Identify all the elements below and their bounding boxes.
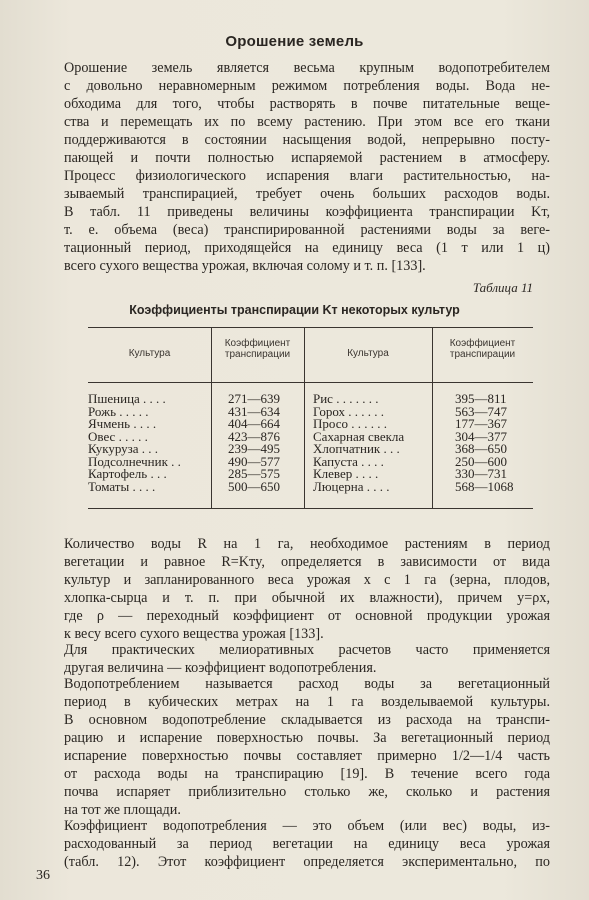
table-header-rule — [88, 382, 533, 383]
text-line: зываемый транспирацией, требует очень больших расходов воды. — [64, 186, 550, 202]
text-line: почва испаряет приблизительно столько же, сколько и растения — [64, 784, 550, 800]
table-cell-crop: Пшеница . . . . — [88, 391, 166, 406]
text-line: расходованный за период вегетации на единицу веса урожая — [64, 836, 550, 852]
text-line: (табл. 12). Этот коэффициент определяется экспериментально, по — [64, 854, 550, 870]
text-line: к весу всего сухого вещества урожая [133]. — [64, 626, 324, 642]
text-line: ства и перемещать их по всему растению. При этом все его ткани — [64, 114, 550, 130]
table-cell-crop: Горох . . . . . . — [313, 403, 385, 419]
text-line: хлопка-сырца и т. п. при обычной их влажности), причем y=ρx, — [64, 590, 550, 606]
table-cell-value: 423—876 — [228, 428, 280, 444]
table-cell-crop: Хлопчатник . . . — [313, 441, 400, 456]
text-line: Количество воды R на 1 га, необходимое растениям в период — [64, 536, 550, 552]
table-cell-value: 239—495 — [228, 441, 280, 456]
table-cell-value: 404—664 — [228, 416, 280, 431]
text-line: Для практических мелиоративных расчетов часто применяется — [64, 642, 550, 658]
table-cell-value: 500—650 — [228, 478, 280, 494]
text-line: всего сухого вещества урожая, включая солому и т. п. [133]. — [64, 258, 426, 274]
header-coef-line: Коэффициент — [449, 338, 516, 349]
table-cell-crop: Подсолнечник . . — [88, 453, 181, 469]
table-cell-value: 285—575 — [228, 466, 280, 481]
text-line: вегетации и равное R=Kтy, определяется в зависимости от вида — [64, 554, 550, 570]
text-line: на тот же площади. — [64, 802, 181, 818]
header-coef — [432, 338, 533, 360]
text-line: другая величина — коэффициент водопотребления. — [64, 660, 377, 676]
header-coef-line: транспирации — [449, 349, 516, 360]
header-culture: Культура — [347, 348, 389, 359]
text-line: испарение поверхностью почвы составляет примерно 1/2—1/4 часть — [64, 748, 550, 764]
table-cell-crop: Капуста . . . . — [313, 453, 384, 469]
page-number: 36 — [36, 868, 50, 883]
text-line: Коэффициент водопотребления — это объем (или вес) воды, из- — [64, 818, 550, 834]
table-cell-crop: Рис . . . . . . . — [313, 391, 379, 406]
text-line: обходима для того, чтобы растворять в почве питательные веще- — [64, 96, 550, 112]
table-caption: Таблица 11 — [472, 280, 533, 295]
table-cell-value: 563—747 — [455, 403, 507, 419]
table-cell-crop: Кукуруза . . . — [88, 441, 159, 456]
table-cell-value: 250—600 — [455, 453, 507, 469]
text-line: тационный период, приходящейся на единицу веса (1 т или 1 ц) — [64, 240, 550, 256]
text-line: Процесс физиологического испарения влаги растительностью, на- — [64, 168, 550, 184]
table-cell-crop: Рожь . . . . . — [88, 403, 149, 419]
text-line: Водопотреблением называется расход воды за вегетационный — [64, 676, 550, 692]
table-cell-value: 368—650 — [455, 441, 507, 456]
text-line: В табл. 11 приведены величины коэффициента транспирации Kт, — [64, 204, 550, 220]
table-cell-crop: Овес . . . . . — [88, 428, 148, 444]
table-cell-value: 271—639 — [228, 391, 280, 406]
text-line: пающей и почти полностью испаряемой растением в атмосферу. — [64, 150, 550, 166]
table-cell-crop: Томаты . . . . — [88, 478, 156, 494]
text-line: от расхода воды на транспирацию [19]. В течение всего года — [64, 766, 550, 782]
table-cell-crop: Люцерна . . . . — [313, 478, 390, 494]
text-line: рацию и испарение поверхностью почвы. За вегетационный период — [64, 730, 550, 746]
table-cell-value: 177—367 — [455, 416, 507, 431]
table-bottom-rule — [88, 508, 533, 509]
table-title: Коэффициенты транспирации Kт некоторых культур — [129, 303, 460, 317]
text-line: культур и запланированного веса урожая x с 1 га (зерна, плодов, — [64, 572, 550, 588]
table-cell-crop: Клевер . . . . — [313, 466, 379, 481]
header-coef — [211, 338, 304, 360]
table-cell-value: 395—811 — [455, 391, 507, 406]
header-coef-line: Коэффициент — [224, 338, 291, 349]
table-cell-crop: Сахарная свекла — [313, 428, 405, 444]
text-line: где ρ — переходный коэффициент от основной продукции урожая — [64, 608, 550, 624]
text-line: т. е. объема (веса) транспирированной растениями воды за веге- — [64, 222, 550, 238]
text-line: Орошение земель является весьма крупным водопотребителем — [64, 60, 550, 76]
header-culture: Культура — [128, 348, 171, 359]
table-cell-value: 490—577 — [228, 453, 280, 469]
text-line: с довольно неравномерным режимом потребления воды. Вода не- — [64, 78, 550, 94]
section-heading: Орошение земель — [225, 33, 364, 50]
table-cell-value: 330—731 — [455, 466, 507, 481]
table-cell-crop: Картофель . . . — [88, 466, 167, 481]
table-cell-value: 568—1068 — [455, 478, 514, 494]
table-top-rule — [88, 327, 533, 328]
text-line: В основном водопотребление складывается из расхода на транспи- — [64, 712, 550, 728]
text-line: поддерживаются в состоянии насыщения водой, непрерывно посту- — [64, 132, 550, 148]
table-cell-crop: Просо . . . . . . — [313, 416, 387, 431]
table-cell-value: 304—377 — [455, 428, 507, 444]
header-coef-line: транспирации — [224, 349, 291, 360]
table-cell-crop: Ячмень . . . . — [88, 416, 157, 431]
text-line: период в кубических метрах на 1 га возделываемой культуры. — [64, 694, 550, 710]
table-cell-value: 431—634 — [228, 403, 280, 419]
